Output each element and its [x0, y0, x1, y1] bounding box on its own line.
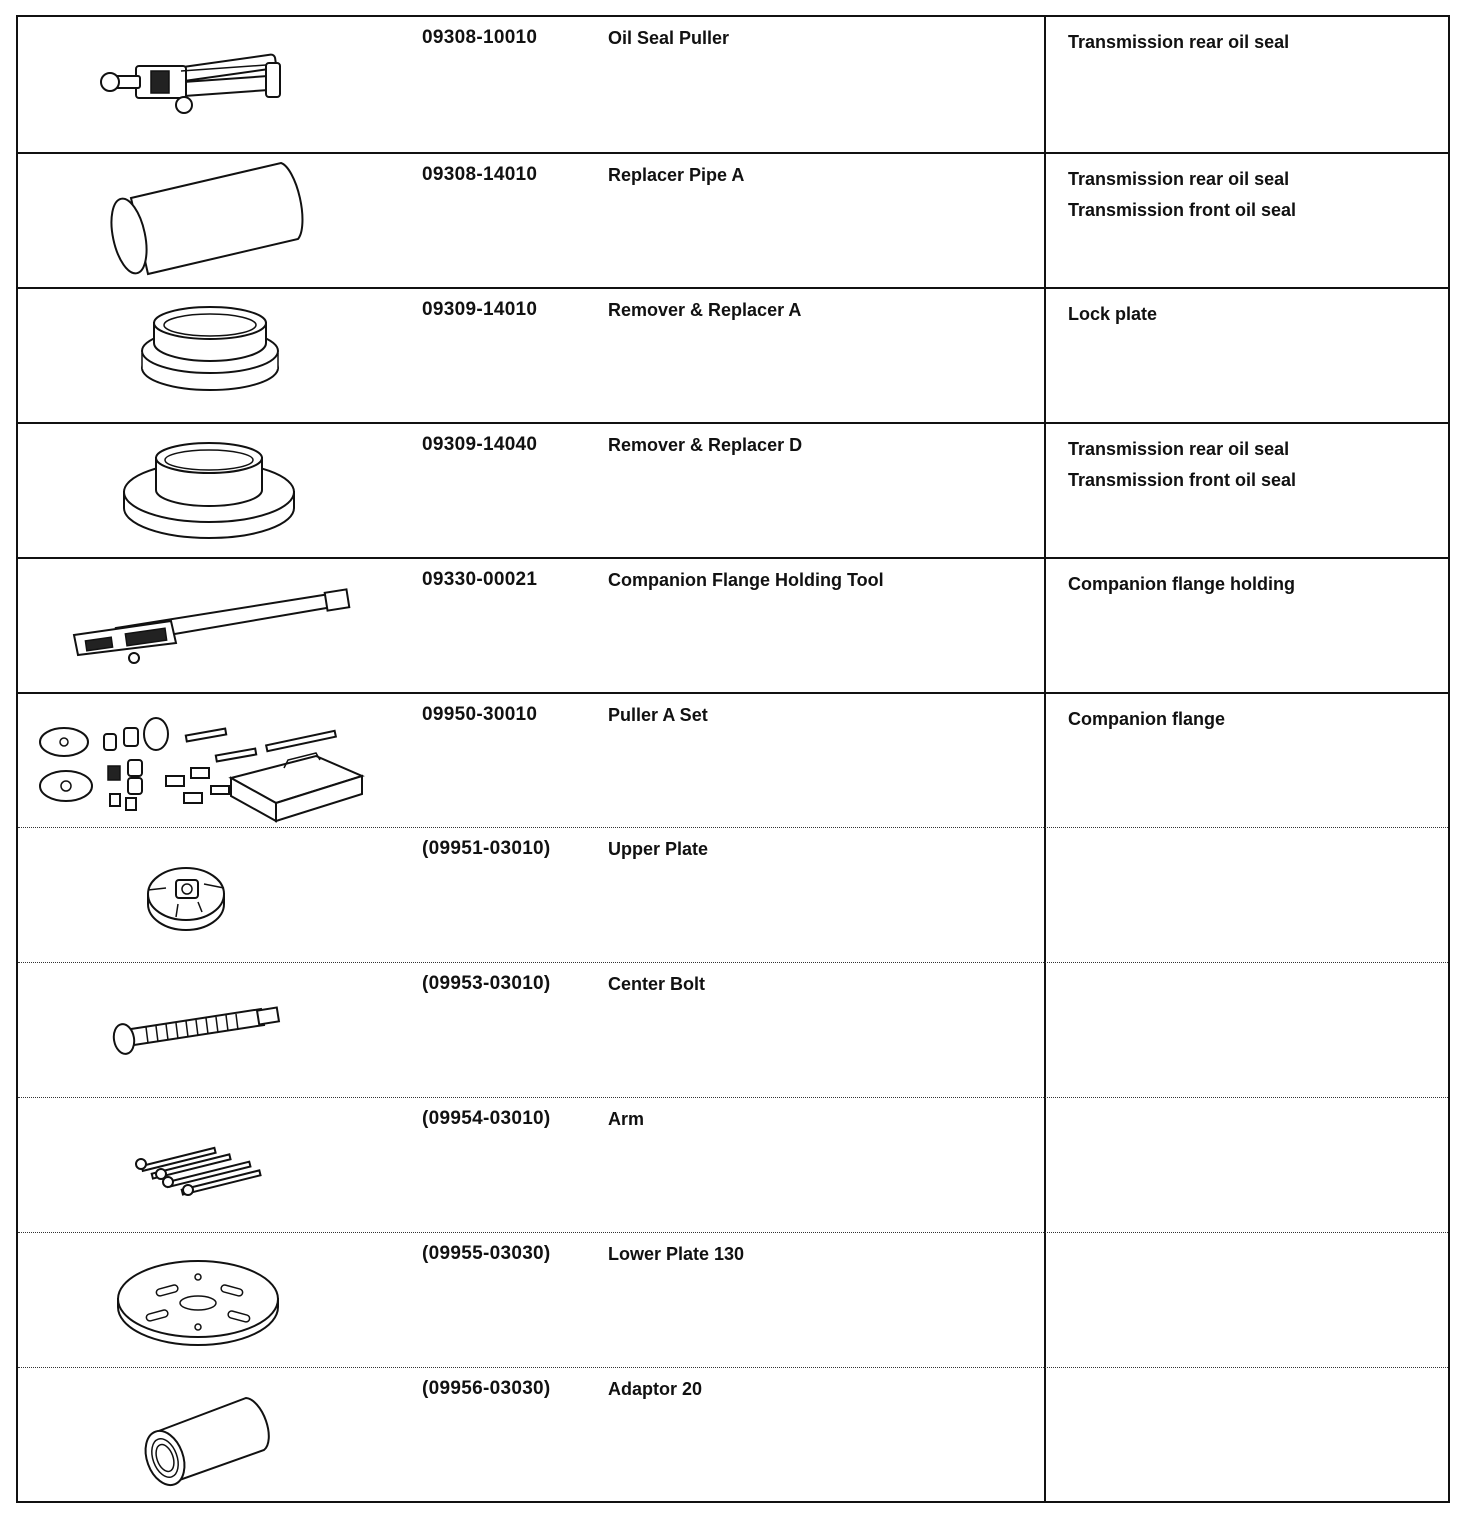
usage-cell — [1068, 27, 1289, 58]
usage-line: Companion flange — [1068, 709, 1225, 729]
usage-line: Companion flange holding — [1068, 574, 1295, 594]
table-row — [18, 422, 1448, 559]
table-row — [18, 1367, 1448, 1503]
usage-line: Transmission rear oil seal — [1068, 32, 1290, 52]
part-name: Adaptor 20 — [608, 1379, 703, 1399]
oil-seal-puller-icon — [26, 21, 416, 146]
usage-line: Transmission rear oil seal — [1068, 169, 1290, 189]
table-row — [18, 962, 1448, 1098]
part-number: (09954-03010) — [422, 1108, 551, 1129]
part-number: (09951-03010) — [422, 838, 551, 859]
part-name: Upper Plate — [608, 839, 709, 859]
part-name: Lower Plate 130 — [608, 1244, 745, 1264]
part-number: 09309-14010 — [422, 299, 538, 320]
arm-icon — [26, 1102, 416, 1227]
part-number: 09330-00021 — [422, 569, 538, 590]
part-number: 09308-10010 — [422, 27, 538, 48]
replacer-pipe-icon — [26, 158, 416, 283]
part-name: Center Bolt — [608, 974, 706, 994]
part-name: Remover & Replacer A — [608, 300, 802, 320]
part-number: 09308-14010 — [422, 164, 538, 185]
part-number: 09950-30010 — [422, 704, 538, 725]
lower-plate-icon — [26, 1237, 416, 1362]
part-name: Remover & Replacer D — [608, 435, 803, 455]
usage-cell — [1068, 299, 1157, 330]
remover-replacer-d-icon — [26, 428, 416, 553]
table-row — [18, 17, 1448, 152]
table-row — [18, 692, 1448, 829]
adaptor-icon — [26, 1372, 416, 1497]
usage-cell — [1068, 434, 1296, 496]
usage-line: Transmission front oil seal — [1068, 200, 1297, 220]
part-number: (09955-03030) — [422, 1243, 551, 1264]
part-name: Puller A Set — [608, 705, 708, 725]
usage-line: Transmission front oil seal — [1068, 470, 1297, 490]
special-service-tools-table — [16, 15, 1450, 1503]
upper-plate-icon — [26, 832, 416, 957]
part-name: Companion Flange Holding Tool — [608, 570, 884, 590]
remover-replacer-a-icon — [26, 293, 416, 418]
flange-holding-tool-icon — [26, 563, 416, 688]
usage-line: Transmission rear oil seal — [1068, 439, 1290, 459]
center-bolt-icon — [26, 967, 416, 1092]
table-row — [18, 152, 1448, 289]
part-number: (09956-03030) — [422, 1378, 551, 1399]
table-row — [18, 1097, 1448, 1233]
table-row — [18, 557, 1448, 694]
part-name: Arm — [608, 1109, 645, 1129]
part-number: (09953-03010) — [422, 973, 551, 994]
usage-cell — [1068, 569, 1295, 600]
usage-line: Lock plate — [1068, 304, 1158, 324]
table-row — [18, 827, 1448, 963]
usage-cell — [1068, 704, 1225, 735]
puller-set-icon — [26, 698, 416, 823]
table-row — [18, 287, 1448, 424]
part-name: Oil Seal Puller — [608, 28, 730, 48]
usage-cell — [1068, 164, 1296, 226]
table-row — [18, 1232, 1448, 1368]
part-number: 09309-14040 — [422, 434, 538, 455]
part-name: Replacer Pipe A — [608, 165, 745, 185]
